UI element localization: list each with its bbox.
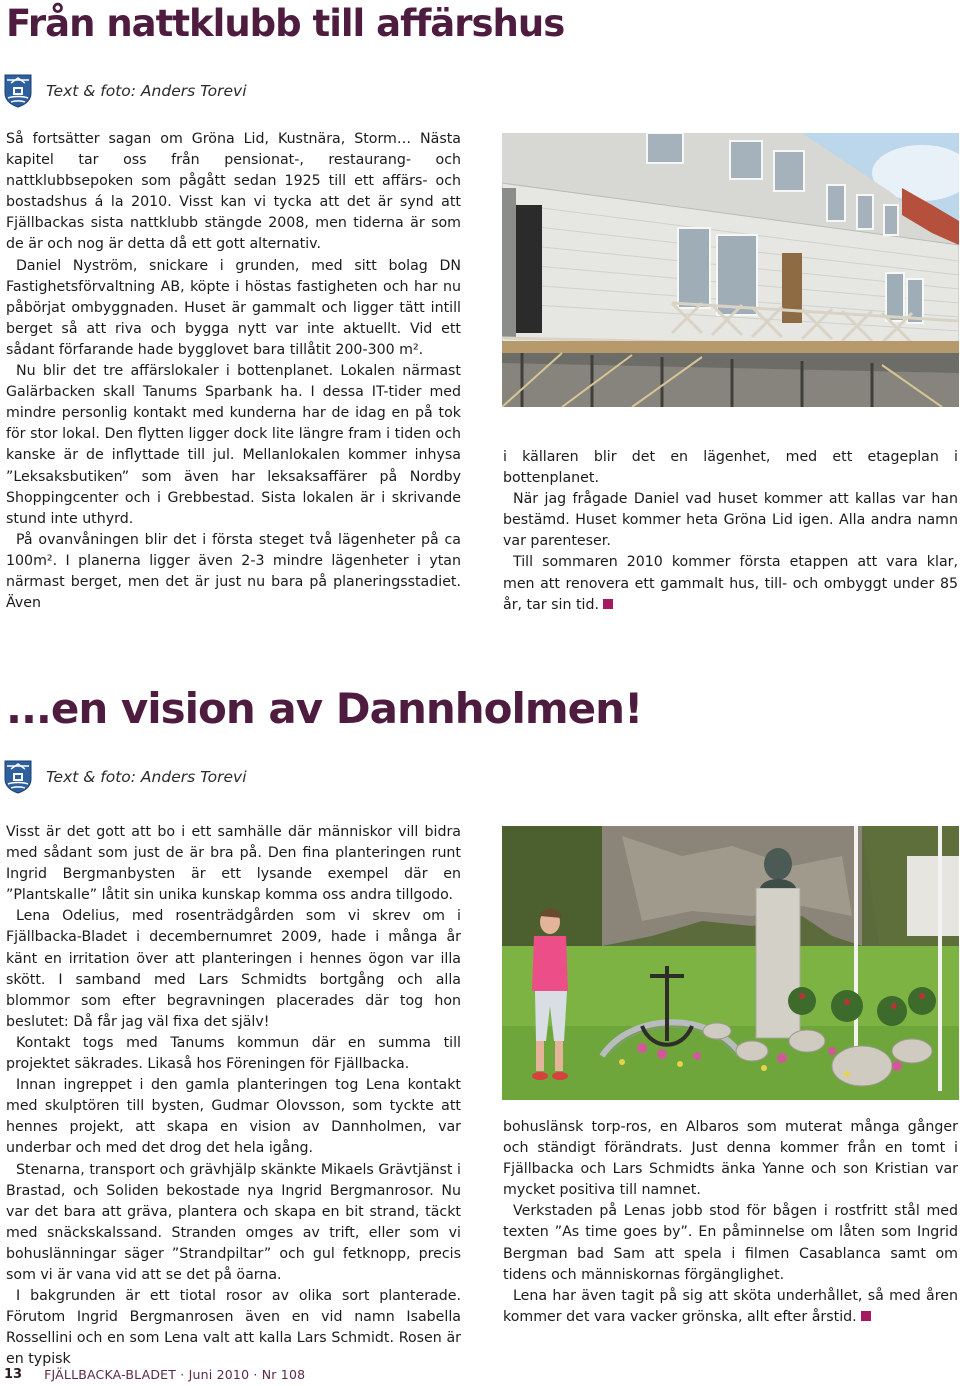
garden-bust-photo [502, 826, 959, 1100]
article1-paragraph: När jag frågade Daniel vad huset kommer att kallas var han bestämd. Huset kommer heta Gröna Lid igen. Alla andra namn var parenteser. [503, 491, 958, 550]
article2-paragraph: Kontakt togs med Tanums kommun där en summa till projektet säkrades. Likaså hos Föreningen för Fjällbacka. [6, 1034, 461, 1073]
article2-column-1 [6, 822, 461, 1370]
building-photo [502, 133, 959, 407]
article1-paragraph: i källaren blir det en lägenhet, med ett etageplan i bottenplanet. [503, 449, 958, 487]
article1-byline [4, 74, 247, 108]
article2-paragraph: bohuslänsk torp-ros, en Albaros som muterat många gånger och ständigt förändrats. Just denna kommer från en tomt i Fjällbacka och Lars Schmidts änka Yanne och son Kristian var mycket positiva till namnet. [503, 1119, 958, 1199]
article1-paragraph: På ovanvåningen blir det i första steget två lägenheter på ca 100m². I planerna ligger även 2-3 mindre lägenheter i ytan närmast berget, men det är just nu bara på planeringsstadiet. Även [6, 531, 461, 612]
article1-column-2 [503, 447, 958, 616]
page-footer [4, 1364, 305, 1384]
article2-paragraph [503, 1286, 958, 1328]
article1-paragraph: Så fortsätter sagan om Gröna Lid, Kustnära, Storm… Nästa kapitel tar oss från pensionat-, restaurang- och nattklubbsepoken som pågått sedan 1925 till ett affärs- och bostadshus á la 2010. Visst kan vi tycka att det är synd att Fjällbackas sista nattklubb stängde 2008, men tiderna är som de är och nog är detta då ett gott alternativ. [6, 131, 461, 253]
article1-column-1 [6, 129, 461, 614]
article2-paragraph: Lena Odelius, med rosenträdgården som vi skrev om i Fjällbacka-Bladet i decembernumret 2009, hade i många år känt en irritation över att planteringen i hennes ögon var illa skött. I samband med Lars Schmidts bortgång och alla blommor som efter begravningen placerades där tog hon beslutet: Då får jag väl fixa det själv! [6, 908, 461, 1030]
article1-byline-text: Text & foto: Anders Torevi [46, 82, 247, 100]
article2-headline: ...en vision av Dannholmen! [6, 684, 643, 733]
article2-paragraph: Visst är det gott att bo i ett samhälle där människor vill bidra med sådant som just de är bra på. Den fina planteringen runt Ingrid Bergmanbysten är ett lysande exempel där en ”Plantskalle” låtit sin unika kunskap komma oss andra tillgodo. [6, 824, 461, 904]
article2-byline [4, 760, 247, 794]
article2-paragraph: Verkstaden på Lenas jobb stod för bågen i rostfritt stål med texten ”As time goes by”. En påminnelse om låten som Ingrid Bergman bad Sam att spela i filmen Casablanca samt om tidens och människornas förgänglighet. [503, 1203, 958, 1283]
article2-paragraph: I bakgrunden är ett tiotal rosor av olika sort planterade. Förutom Ingrid Bergmanrosen även en vid namn Isabella Rossellini och en som Lena valt att kalla Lars Schmidt. Rosen är en typisk [6, 1288, 461, 1368]
article2-byline-text: Text & foto: Anders Torevi [46, 768, 247, 786]
article1-headline: Från nattklubb till affärshus [6, 2, 565, 45]
article2-column-2 [503, 1117, 958, 1328]
article1-paragraph: Nu blir det tre affärslokaler i bottenplanet. Lokalen närmast Galärbacken skall Tanums Sparbank ha. I dessa IT-tider med mindre personlig kontakt med kunderna har de idag en på tok för stor lokal. Den flytten ligger dock lite längre fram i tiden och kanske är de inflyttade till jul. Mellanlokalen kommer inhysa ”Leksaksbutiken” som även har leksaksaffärer på Nordby Shoppingcenter och i Grebbestad. Sista lokalen är i skrivande stund inte uthyrd. [6, 363, 461, 527]
publication-info: FJÄLLBACKA-BLADET · Juni 2010 · Nr 108 [44, 1366, 306, 1382]
end-of-article-mark [603, 599, 613, 609]
end-of-article-mark [861, 1311, 871, 1321]
page-number: 13 [4, 1366, 23, 1382]
article1-paragraph: Daniel Nyström, snickare i grunden, med sitt bolag DN Fastighetsförvaltning AB, köpte i höstas fastigheten och har nu påbörjat ombyggnaden. Huset är gammalt och ligger tätt intill berget så att riva och bygga nytt var inte aktuellt. Vid ett sådant förfarande hade bygglovet bara tillåtit 200-300 m². [6, 257, 461, 358]
coat-of-arms-icon [4, 74, 32, 108]
article2-last-paragraph-text: Lena har även tagit på sig att sköta underhållet, så med åren kommer det vara vacker grönska, allt efter årstid. [503, 1287, 958, 1325]
article1-paragraph [503, 552, 958, 615]
article2-paragraph: Stenarna, transport och grävhjälp skänkte Mikaels Grävtjänst i Brastad, och Soliden bekostade nya Ingrid Bergmanrosor. Nu var det bara att gräva, plantera och skapa en bit strand, täckt med snäckskalssand. Stranden omges av trift, eller som vi bohuslänningar säger ”Strandpiltar” och gul fetknopp, precis som vi är vana vid att se det på öarna. [6, 1161, 461, 1283]
article1-last-paragraph-text: Till sommaren 2010 kommer första etappen att vara klar, men att renovera ett gammalt hus, till- och ombyggt under 85 år, tar sin tid. [503, 554, 958, 613]
article2-paragraph: Innan ingreppet i den gamla planteringen tog Lena kontakt med skulptören till bysten, Gudmar Olovsson, som tyckte att hennes projekt, att skapa en vision av Dannholmen, var underbar och med det drog det hela igång. [6, 1077, 461, 1157]
coat-of-arms-icon [4, 760, 32, 794]
